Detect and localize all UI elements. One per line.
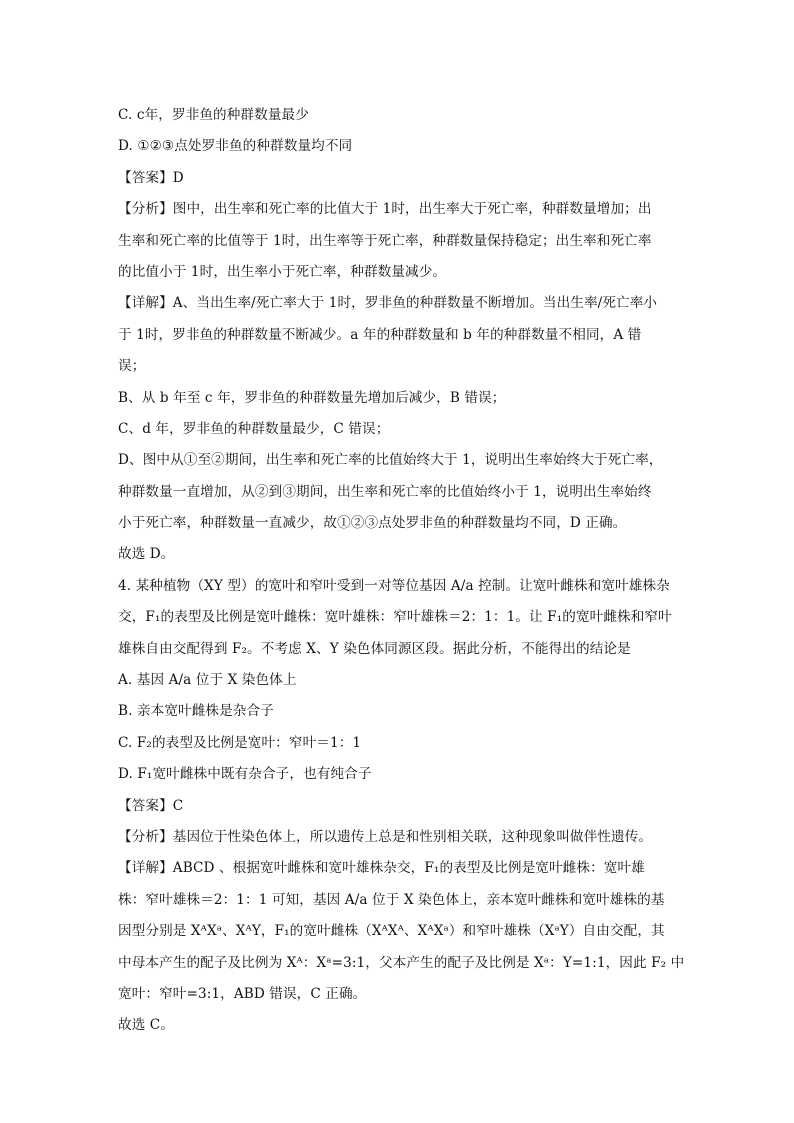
explanation-line-4: B、从 b 年至 c 年，罗非鱼的种群数量先增加后减少，B 错误； — [118, 389, 506, 406]
option-c-line: C. c年，罗非鱼的种群数量最少 — [118, 107, 309, 123]
analysis-line-2: 生率和死亡率的比值等于 1时，出生率等于死亡率，种群数量保持稳定；出生率和死亡率 — [118, 232, 652, 249]
explanation-line-6: D、图中从①至②期间，出生率和死亡率的比值始终大于 1，说明出生率始终大于死亡率， — [118, 452, 663, 469]
conclusion-line: 故选 D。 — [118, 546, 175, 563]
explanation-line-8: 小于死亡率，种群数量一直减少，故①②③点处罗非鱼的种群数量均不同，D 正确。 — [118, 515, 627, 532]
question-4-line-3: 雄株自由交配得到 F₂。不考虑 X、Y 染色体同源区段。据此分析，不能得出的结论是 — [118, 640, 631, 657]
explanation-line-2: 于 1时，罗非鱼的种群数量不断减少。a 年的种群数量和 b 年的种群数量不相同，A 错 — [118, 326, 642, 343]
analysis2-line: 【分析】基因位于性染色体上，所以遗传上总是和性别相关联，这种现象叫做伴性遗传。 — [118, 828, 653, 845]
explanation2-line-2: 株：窄叶雄株＝2：1：1 可知，基因 A/a 位于 X 染色体上，亲本宽叶雌株和宽叶雄株的基 — [118, 891, 665, 908]
option-d-line: D. ①②③点处罗非鱼的种群数量均不同 — [118, 138, 353, 155]
answer2-line: 【答案】C — [118, 797, 184, 814]
explanation-line-3: 误； — [118, 358, 146, 375]
analysis-line-3: 的比值小于 1时，出生率小于死亡率，种群数量减少。 — [118, 263, 447, 280]
explanation-line-1: 【详解】A、当出生率/死亡率大于 1时，罗非鱼的种群数量不断增加。当出生率/死亡率小 — [118, 295, 658, 312]
option-c2-line: C. F₂的表型及比例是宽叶：窄叶＝1：1 — [118, 734, 362, 751]
explanation-line-7: 种群数量一直增加，从②到③期间，出生率和死亡率的比值始终小于 1，说明出生率始终 — [118, 483, 652, 500]
document-page — [118, 100, 685, 1042]
analysis-line-1: 【分析】图中，出生率和死亡率的比值大于 1时，出生率大于死亡率，种群数量增加；出 — [118, 201, 652, 218]
explanation2-line-3: 因型分别是 XᴬXᵃ、XᴬY，F₁的宽叶雌株（XᴬXᴬ、XᴬXᵃ）和窄叶雄株（XᵃY）自由交配，其 — [118, 923, 665, 940]
option-a-line: A. 基因 A/a 位于 X 染色体上 — [118, 672, 297, 689]
answer-line: 【答案】D — [118, 169, 184, 186]
explanation2-line-4: 中母本产生的配子及比例为 Xᴬ：Xᵃ=3:1，父本产生的配子及比例是 Xᵃ：Y=1:1，因此 F₂ 中 — [118, 954, 685, 971]
question-4-line-1: 4. 某种植物（XY 型）的宽叶和窄叶受到一对等位基因 A/a 控制。让宽叶雌株和宽叶雄株杂 — [118, 577, 670, 594]
option-d2-line: D. F₁宽叶雌株中既有杂合子，也有纯合子 — [118, 766, 372, 783]
explanation2-line-1: 【详解】ABCD 、根据宽叶雌株和宽叶雄株杂交，F₁的表型及比例是宽叶雌株：宽叶雄 — [118, 860, 645, 877]
explanation-line-5: C、d 年，罗非鱼的种群数量最少，C 错误； — [118, 420, 390, 437]
option-b-line: B. 亲本宽叶雌株是杂合子 — [118, 703, 274, 720]
question-4-line-2: 交，F₁的表型及比例是宽叶雌株：宽叶雄株：窄叶雄株＝2：1：1。让 F₁的宽叶雌株和窄叶 — [118, 609, 672, 626]
conclusion2-line: 故选 C。 — [118, 1017, 175, 1034]
explanation2-line-5: 宽叶：窄叶=3:1，ABD 错误，C 正确。 — [118, 985, 367, 1002]
